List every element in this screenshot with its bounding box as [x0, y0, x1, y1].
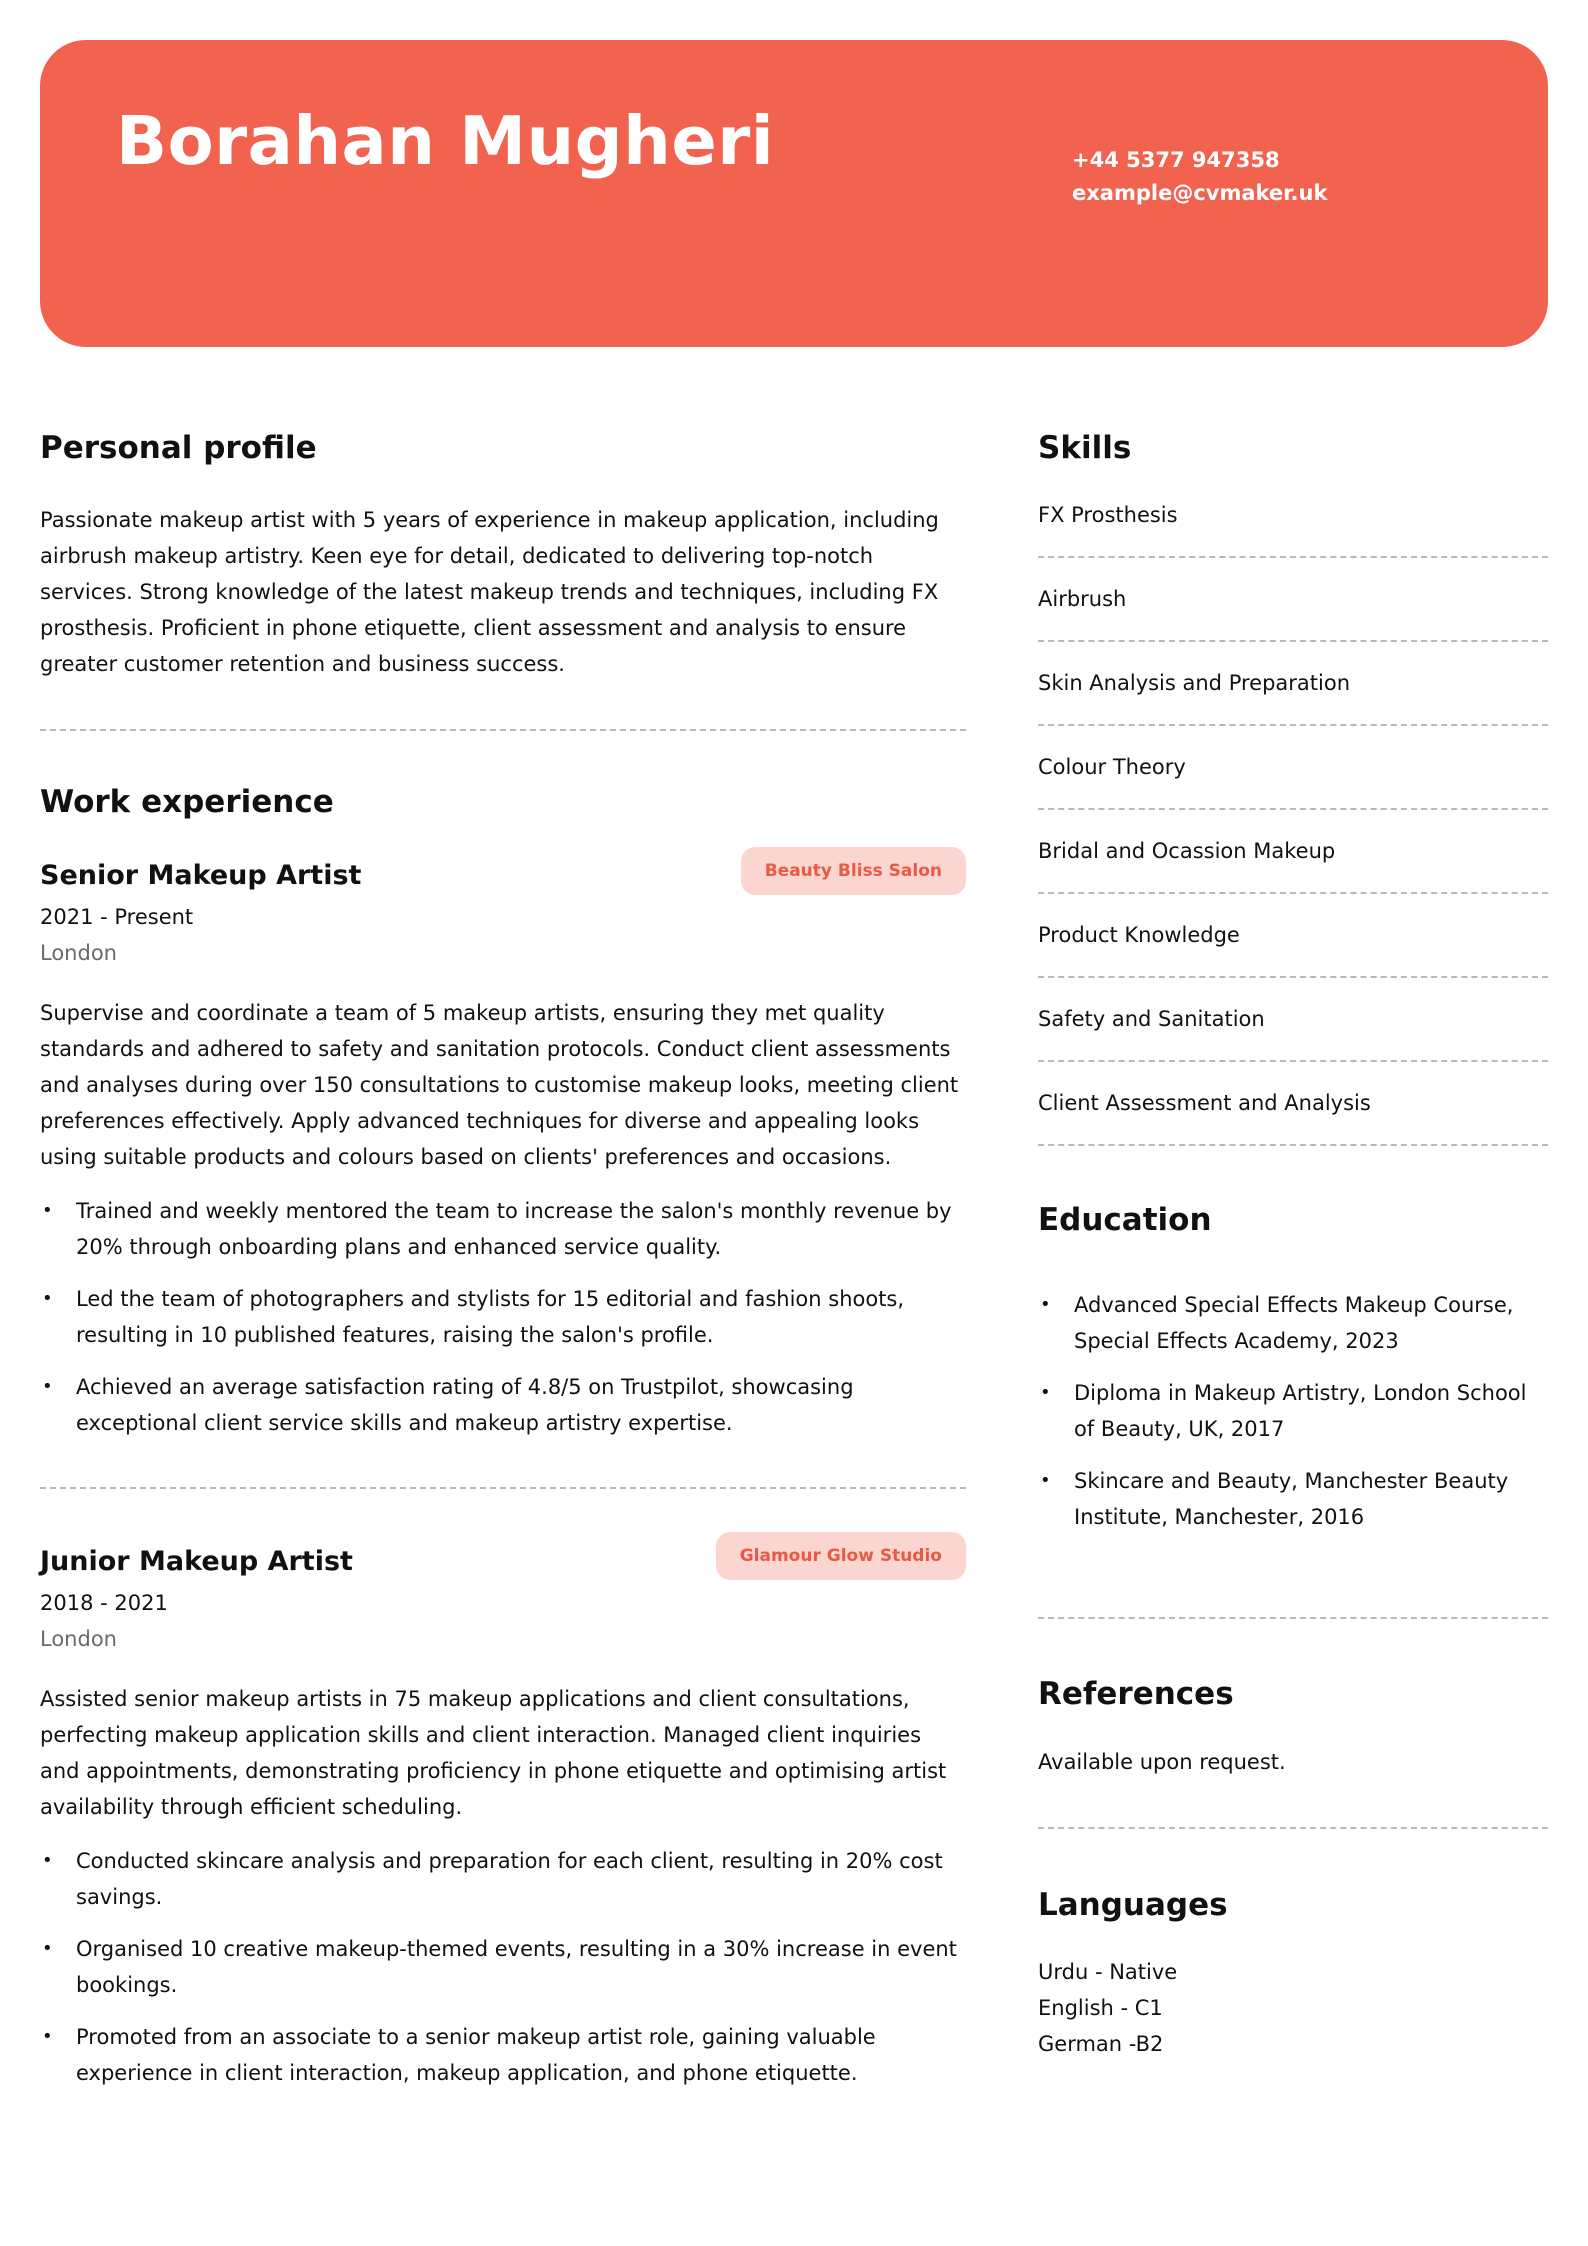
job-achievements: [40, 1843, 966, 2107]
job-title: Junior Makeup Artist: [40, 1546, 353, 1577]
education-item: • Diploma in Makeup Artistry, London School of Beauty, UK, 2017: [1038, 1375, 1548, 1447]
achievement-item: • Promoted from an associate to a senior makeup artist role, gaining valuable experience in client interaction, makeup application, and phone etiquette.: [40, 2019, 966, 2091]
skill-item: Bridal and Ocassion Makeup: [1038, 839, 1336, 863]
job-location: London: [40, 941, 117, 965]
work-heading: Work experience: [40, 784, 334, 820]
skill-divider: [1038, 556, 1548, 558]
language-item: Urdu - Native: [1038, 1960, 1178, 1984]
references-text: Available upon request.: [1038, 1750, 1286, 1774]
skill-item: Safety and Sanitation: [1038, 1007, 1265, 1031]
job-description: Supervise and coordinate a team of 5 makeup artists, ensuring they met quality standards and adhered to safety and sanitation protocols. Conduct client assessments and analyses during over 150 consultations to customise makeup looks, meeting client preferences effectively. Apply advanced techniques for diverse and appealing looks using suitable products and colours based on clients' preferences and occasions.: [40, 1001, 959, 1169]
education-item: • Advanced Special Effects Makeup Course, Special Effects Academy, 2023: [1038, 1287, 1548, 1359]
skill-item: FX Prosthesis: [1038, 503, 1178, 527]
skill-divider: [1038, 724, 1548, 726]
section-divider: [40, 729, 966, 731]
company-badge: Glamour Glow Studio: [716, 1532, 966, 1580]
profile-text: Passionate makeup artist with 5 years of experience in makeup application, including airbrush makeup artistry. Keen eye for detail, dedicated to delivering top-notch services. Strong knowledge of the latest makeup trends and techniques, including FX prosthesis. Proficient in phone etiquette, client assessment and analysis to ensure greater customer retention and business success.: [40, 508, 939, 676]
job-years: 2018 - 2021: [40, 1591, 168, 1615]
skill-item: Colour Theory: [1038, 755, 1186, 779]
language-item: German -B2: [1038, 2032, 1164, 2056]
skill-divider: [1038, 1144, 1548, 1146]
job-title: Senior Makeup Artist: [40, 860, 362, 891]
skill-item: Skin Analysis and Preparation: [1038, 671, 1351, 695]
section-divider: [1038, 1617, 1548, 1619]
header-banner: [40, 40, 1548, 347]
email-address[interactable]: example@cvmaker.uk: [1072, 181, 1328, 205]
skill-item: Client Assessment and Analysis: [1038, 1091, 1371, 1115]
education-heading: Education: [1038, 1202, 1212, 1238]
education-list: [1038, 1287, 1548, 1551]
achievement-item: • Achieved an average satisfaction rating of 4.8/5 on Trustpilot, showcasing exceptional client service skills and makeup artistry expertise.: [40, 1369, 966, 1441]
skill-divider: [1038, 640, 1548, 642]
references-heading: References: [1038, 1676, 1234, 1712]
education-item: • Skincare and Beauty, Manchester Beauty Institute, Manchester, 2016: [1038, 1463, 1548, 1535]
job-achievements: [40, 1193, 966, 1457]
job-years: 2021 - Present: [40, 905, 194, 929]
section-divider: [40, 1487, 966, 1489]
skill-item: Product Knowledge: [1038, 923, 1240, 947]
achievement-item: • Trained and weekly mentored the team to increase the salon's monthly revenue by 20% through onboarding plans and enhanced service quality.: [40, 1193, 966, 1265]
languages-heading: Languages: [1038, 1887, 1228, 1923]
skill-item: Airbrush: [1038, 587, 1127, 611]
phone-number[interactable]: +44 5377 947358: [1072, 148, 1280, 172]
profile-heading: Personal profile: [40, 430, 317, 466]
job-location: London: [40, 1627, 117, 1651]
skill-divider: [1038, 808, 1548, 810]
achievement-item: • Led the team of photographers and stylists for 15 editorial and fashion shoots, resulting in 10 published features, raising the salon's profile.: [40, 1281, 966, 1353]
contact-info: [1072, 144, 1327, 210]
skill-divider: [1038, 1060, 1548, 1062]
language-item: English - C1: [1038, 1996, 1163, 2020]
skills-heading: Skills: [1038, 430, 1132, 466]
section-divider: [1038, 1827, 1548, 1829]
job-description: Assisted senior makeup artists in 75 makeup applications and client consultations, perfecting makeup application skills and client interaction. Managed client inquiries and appointments, demonstrating proficiency in phone etiquette and optimising artist availability through efficient scheduling.: [40, 1687, 947, 1819]
candidate-name: Borahan Mugheri: [116, 102, 775, 180]
achievement-item: • Conducted skincare analysis and preparation for each client, resulting in 20% cost savings.: [40, 1843, 966, 1915]
achievement-item: • Organised 10 creative makeup-themed events, resulting in a 30% increase in event bookings.: [40, 1931, 966, 2003]
skill-divider: [1038, 976, 1548, 978]
company-badge: Beauty Bliss Salon: [741, 847, 966, 895]
skill-divider: [1038, 892, 1548, 894]
